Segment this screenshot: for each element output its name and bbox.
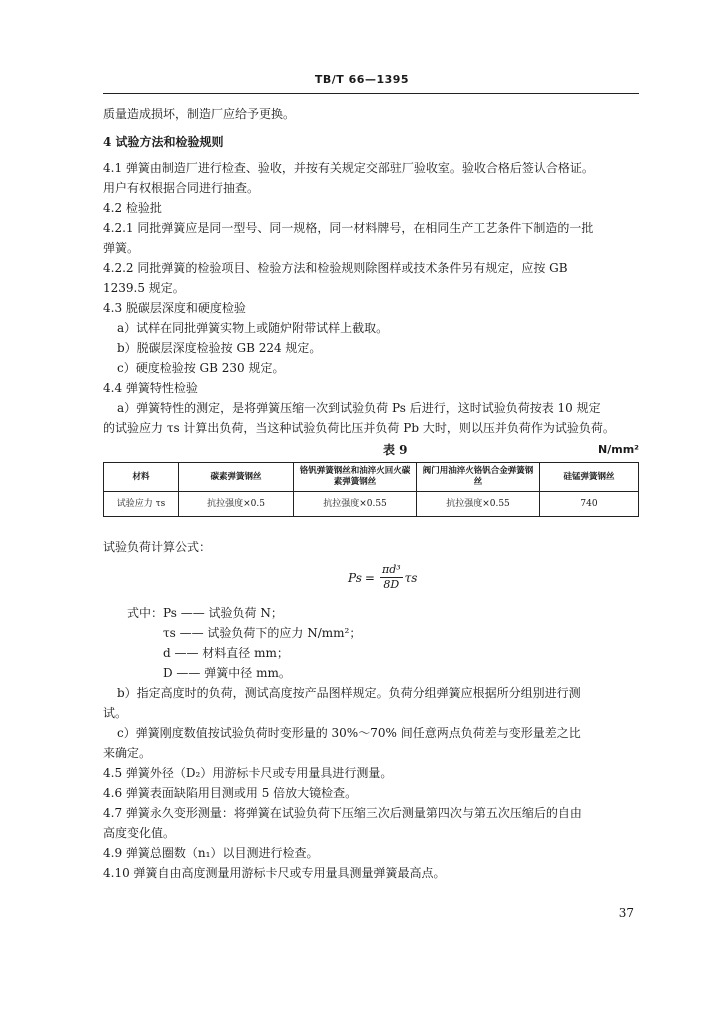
standard-code-header: TB/T 66—1395 — [314, 73, 410, 86]
clause-4-1-line1: 4.1 弹簧由制造厂进行检查、验收，并按有关规定交部驻厂验收室。验收合格后签认合格证。 — [103, 161, 594, 175]
table-title-row — [103, 440, 639, 460]
table-header-cell: 硅锰弹簧钢丝 — [540, 463, 639, 492]
where-item: D —— 弹簧中径 mm。 — [163, 666, 291, 680]
clause-4-4-b-line1: b）指定高度时的负荷，测试高度按产品图样规定。负荷分组弹簧应根据所分组别进行测 — [117, 686, 581, 700]
table-row — [104, 492, 639, 517]
clause-4-5: 4.5 弹簧外径（D₂）用游标卡尺或专用量具进行测量。 — [103, 766, 393, 780]
clause-4-4-c-line2: 来确定。 — [103, 746, 152, 760]
where-item: d —— 材料直径 mm； — [163, 646, 289, 660]
clause-4-9: 4.9 弹簧总圈数（n₁）以目测进行检查。 — [103, 846, 319, 860]
formula-denominator: 8D — [383, 578, 400, 591]
clause-4-4-a-line1: a）弹簧特性的测定，是将弹簧压缩一次到试验负荷 Ps 后进行，这时试验负荷按表 10 规定 — [117, 401, 601, 415]
clause-4-6: 4.6 弹簧表面缺陷用目测或用 5 倍放大镜检查。 — [103, 786, 358, 800]
document-body — [103, 104, 639, 883]
where-item: τs —— 试验负荷下的应力 N/mm²； — [163, 626, 362, 640]
clause-heading-4-3: 4.3 脱碳层深度和硬度检验 — [103, 301, 246, 315]
clause-4-4-c-line1: c）弹簧刚度数值按试验负荷时变形量的 30%～70% 间任意两点负荷差与变形量差之比 — [117, 726, 581, 740]
formula-block — [103, 561, 639, 603]
section-heading-4: 4 试验方法和检验规则 — [103, 135, 224, 149]
clause-4-4-a-line2: 的试验应力 τs 计算出负荷，当这种试验负荷比压并负荷 Pb 大时，则以压并负荷作为试验负荷。 — [103, 421, 615, 435]
test-stress-table — [103, 462, 639, 517]
table-header-row — [104, 463, 639, 492]
where-line-1 — [103, 603, 639, 623]
table-cell: 740 — [540, 492, 639, 517]
formula — [348, 563, 417, 592]
table-unit: N/mm² — [598, 443, 639, 456]
where-item: Ps —— 试验负荷 N； — [163, 606, 283, 620]
formula-numerator: πd³ — [381, 563, 401, 576]
table-title: 表 9 — [383, 443, 408, 457]
table-header-cell: 碳素弹簧钢丝 — [179, 463, 294, 492]
paragraph-continuation: 质量造成损坏，制造厂应给予更换。 — [103, 107, 296, 121]
formula-tail: τs — [404, 570, 418, 585]
clause-4-4-b-line2: 试。 — [103, 706, 128, 720]
page-number: 37 — [618, 906, 634, 920]
where-label: 式中： — [127, 606, 164, 620]
clause-4-2-1-line2: 弹簧。 — [103, 241, 140, 255]
table-header-cell: 铬钒弹簧钢丝和油淬火回火碳素弹簧钢丝 — [294, 463, 417, 492]
table-header-cell: 阀门用油淬火铬钒合金弹簧钢丝 — [417, 463, 540, 492]
table-header-cell: 材料 — [104, 463, 179, 492]
clause-4-10: 4.10 弹簧自由高度测量用游标卡尺或专用量具测量弹簧最高点。 — [103, 866, 446, 880]
formula-lhs: Ps — [348, 570, 362, 585]
clause-4-3-c: c）硬度检验按 GB 230 规定。 — [117, 361, 285, 375]
clause-4-1-line2: 用户有权根据合同进行抽查。 — [103, 181, 260, 195]
formula-intro: 试验负荷计算公式： — [103, 540, 212, 554]
clause-4-3-b: b）脱碳层深度检验按 GB 224 规定。 — [117, 341, 322, 355]
formula-equals: = — [364, 570, 375, 585]
clause-4-3-a: a）试样在同批弹簧实物上或随炉附带试样上截取。 — [117, 321, 389, 335]
table-cell: 抗拉强度×0.5 — [179, 492, 294, 517]
clause-4-7-line1: 4.7 弹簧永久变形测量：将弹簧在试验负荷下压缩三次后测量第四次与第五次压缩后的自由 — [103, 806, 582, 820]
header-rule — [103, 93, 639, 94]
clause-heading-4-2: 4.2 检验批 — [103, 201, 162, 215]
clause-heading-4-4: 4.4 弹簧特性检验 — [103, 381, 198, 395]
clause-4-2-2-line1: 4.2.2 同批弹簧的检验项目、检验方法和检验规则除图样或技术条件另有规定，应按 GB — [103, 261, 568, 275]
table-cell: 抗拉强度×0.55 — [417, 492, 540, 517]
clause-4-2-2-line2: 1239.5 规定。 — [103, 281, 185, 295]
formula-fraction — [380, 563, 403, 592]
table-cell: 抗拉强度×0.55 — [294, 492, 417, 517]
clause-4-2-1-line1: 4.2.1 同批弹簧应是同一型号、同一规格，同一材料牌号，在相同生产工艺条件下制造的一批 — [103, 221, 594, 235]
table-cell: 试验应力 τs — [104, 492, 179, 517]
clause-4-7-line2: 高度变化值。 — [103, 826, 176, 840]
